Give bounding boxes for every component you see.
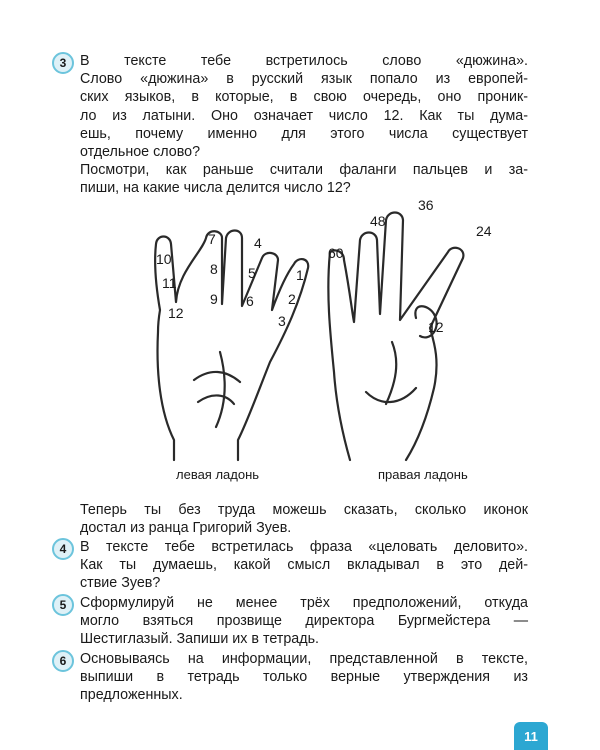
left-finger-number: 7 — [208, 231, 216, 247]
text-line: ствие Зуев? — [80, 575, 161, 592]
left-finger-number: 4 — [254, 235, 262, 251]
left-finger-number: 11 — [162, 275, 177, 291]
text-line: Слово «дюжина» в русский язык попало из европей- — [80, 71, 528, 88]
left-finger-number: 10 — [156, 251, 172, 267]
text-line: отдельное слово? — [80, 144, 201, 161]
text-line: ло из латыни. Оно означает число 12. Как ты дума- — [80, 107, 528, 124]
text-line: Основываясь на информации, представленной в тексте, — [80, 651, 528, 667]
left-finger-number: 9 — [210, 291, 218, 307]
text-line: Теперь ты без труда можешь сказать, сколько иконок — [80, 502, 528, 518]
left-hand-caption: левая ладонь — [176, 467, 260, 482]
task-3-text — [80, 52, 528, 198]
text-line: В тексте тебе встретилось слово «дюжина». — [80, 53, 528, 69]
text-line: Сформулируй не менее трёх предположений, откуда — [80, 595, 528, 611]
left-finger-number: 5 — [248, 265, 256, 281]
page-number: 11 — [514, 722, 548, 750]
left-finger-number: 2 — [288, 291, 296, 307]
task-5-text — [80, 594, 528, 649]
task-4-text — [80, 538, 528, 593]
right-hand-caption: правая ладонь — [378, 467, 468, 482]
right-finger-number: 48 — [370, 213, 386, 229]
left-finger-number: 8 — [210, 261, 218, 277]
right-hand-outline — [328, 213, 463, 461]
left-finger-number: 1 — [296, 267, 304, 283]
text-line: Посмотри, как раньше считали фаланги пальцев и за- — [80, 162, 528, 179]
text-line: ешь, почему именно для этого числа существует — [80, 125, 528, 142]
text-line: выпиши в тетрадь только верные утверждения из — [80, 669, 528, 686]
task-number-badge: 5 — [52, 594, 74, 616]
text-line: Как ты думаешь, какой смысл вкладывал в это дей- — [80, 557, 528, 574]
left-hand-outline — [155, 231, 308, 461]
right-finger-number: 60 — [328, 245, 344, 261]
after-figure-text — [80, 501, 528, 537]
task-number-badge: 3 — [52, 52, 74, 74]
text-line: В тексте тебе встретилась фраза «целовать деловито». — [80, 539, 528, 555]
text-line: могло взяться прозвище директора Бургмейстера — — [80, 613, 528, 630]
text-line: ских языков, в которые, в свою очередь, оно проник- — [80, 89, 528, 106]
task-number-badge: 4 — [52, 538, 74, 560]
right-finger-number: 24 — [476, 223, 492, 239]
hands-illustration — [130, 192, 510, 492]
left-finger-number: 6 — [246, 293, 254, 309]
left-finger-number: 3 — [278, 313, 286, 329]
task-number-badge: 6 — [52, 650, 74, 672]
right-finger-number: 12 — [428, 319, 444, 335]
text-line: Шестиглазый. Запиши их в тетрадь. — [80, 631, 320, 648]
text-line: достал из ранца Григорий Зуев. — [80, 520, 292, 537]
task-6-text — [80, 650, 528, 705]
text-line: предложенных. — [80, 687, 183, 704]
text-line: пиши, на какие числа делится число 12? — [80, 180, 351, 197]
left-finger-number: 12 — [168, 305, 184, 321]
right-finger-number: 36 — [418, 197, 434, 213]
